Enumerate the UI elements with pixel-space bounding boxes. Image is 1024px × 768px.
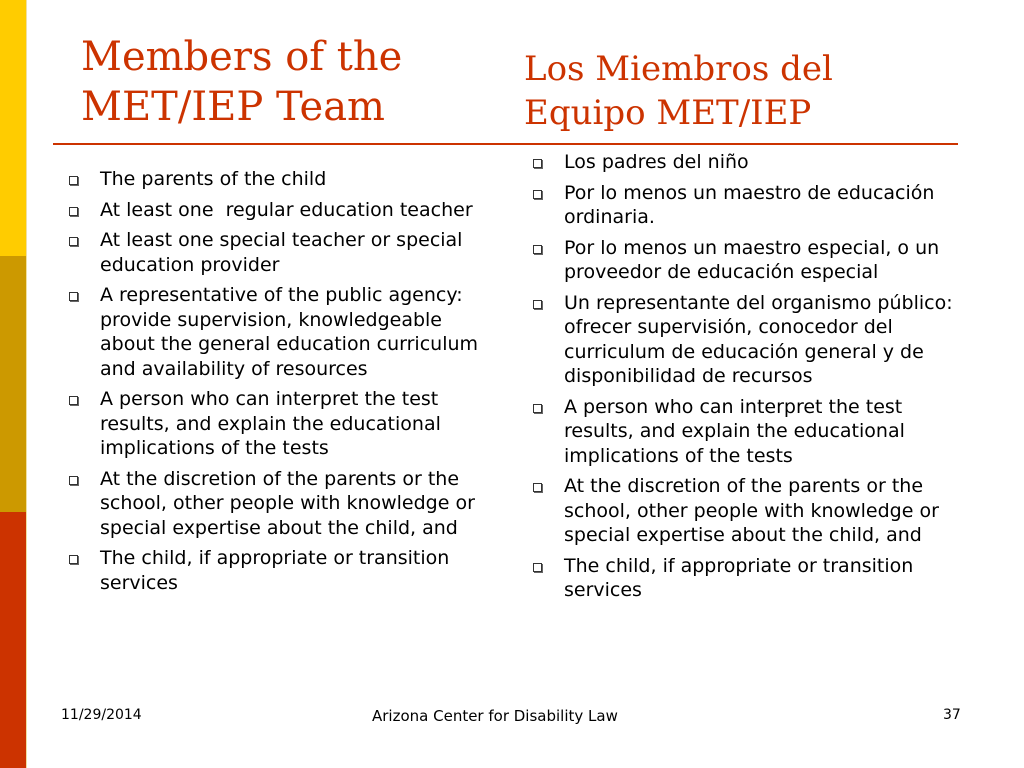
accent-bar-divider bbox=[26, 0, 27, 768]
list-item-text: The parents of the child bbox=[100, 168, 327, 190]
list-item bbox=[533, 181, 963, 230]
title-spanish-line-1: Los Miembros del bbox=[524, 49, 833, 89]
english-member-list bbox=[69, 167, 499, 601]
checkbox-square-icon bbox=[533, 190, 542, 199]
list-item-text: At least one regular education teacher bbox=[100, 198, 473, 221]
checkbox-square-icon bbox=[69, 207, 78, 216]
list-item bbox=[69, 167, 499, 192]
list-item-text: Por lo menos un maestro especial, o un proveedor de educación especial bbox=[564, 236, 940, 283]
title-english bbox=[81, 32, 501, 132]
list-item bbox=[533, 236, 963, 285]
checkbox-square-icon bbox=[69, 176, 78, 185]
list-item-text: Por lo menos un maestro de educación ordinaria. bbox=[564, 181, 935, 228]
footer-organization: Arizona Center for Disability Law bbox=[372, 707, 618, 725]
accent-bar-gold bbox=[0, 256, 26, 512]
list-item bbox=[69, 546, 499, 595]
footer-page-number: 37 bbox=[943, 707, 961, 723]
list-item-text: At the discretion of the parents or the school, other people with knowledge or special expertise about the child, and bbox=[564, 475, 939, 546]
list-item bbox=[533, 395, 963, 469]
checkbox-square-icon bbox=[533, 404, 542, 413]
list-item bbox=[533, 150, 963, 175]
list-item bbox=[69, 198, 499, 223]
checkbox-square-icon bbox=[533, 563, 542, 572]
list-item-text: At the discretion of the parents or the school, other people with knowledge or special expertise about the child, and bbox=[100, 467, 475, 539]
list-item bbox=[533, 474, 963, 548]
checkbox-square-icon bbox=[69, 476, 78, 485]
list-item-text: A representative of the public agency: provide supervision, knowledgeable about the general education curriculum and availability of resources bbox=[100, 284, 479, 380]
spanish-member-list bbox=[533, 150, 963, 609]
checkbox-square-icon bbox=[69, 292, 78, 301]
accent-bar-yellow bbox=[0, 0, 26, 256]
title-underline bbox=[53, 143, 958, 145]
list-item bbox=[69, 228, 499, 277]
title-spanish-line-2: Equipo MET/IEP bbox=[524, 93, 812, 134]
list-item bbox=[533, 291, 963, 389]
title-spanish bbox=[524, 47, 954, 135]
list-item-text: Los padres del niño bbox=[564, 151, 749, 173]
list-item bbox=[69, 283, 499, 381]
list-item bbox=[69, 467, 499, 541]
checkbox-square-icon bbox=[69, 396, 78, 405]
list-item-text: At least one special teacher or special education provider bbox=[100, 229, 463, 276]
list-item-text: The child, if appropriate or transition services bbox=[100, 547, 450, 594]
list-item-text: A person who can interpret the test results, and explain the educational implications of the tests bbox=[564, 395, 905, 467]
title-english-line-1: Members of the bbox=[81, 34, 403, 80]
footer-date: 11/29/2014 bbox=[61, 707, 142, 723]
list-item bbox=[533, 554, 963, 603]
checkbox-square-icon bbox=[533, 245, 542, 254]
checkbox-square-icon bbox=[533, 300, 542, 309]
list-item-text: Un representante del organismo público: ofrecer supervisión, conocedor del curriculum de educación general y de disponibilidad de recursos bbox=[564, 291, 953, 387]
checkbox-square-icon bbox=[69, 555, 78, 564]
list-item bbox=[69, 387, 499, 461]
list-item-text: A person who can interpret the test results, and explain the educational implications of the tests bbox=[100, 388, 441, 459]
title-english-line-2: MET/IEP Team bbox=[81, 84, 385, 130]
list-item-text: The child, if appropriate or transition services bbox=[564, 554, 914, 601]
accent-bar-red bbox=[0, 512, 26, 768]
checkbox-square-icon bbox=[69, 237, 78, 246]
checkbox-square-icon bbox=[533, 483, 542, 492]
checkbox-square-icon bbox=[533, 159, 542, 168]
